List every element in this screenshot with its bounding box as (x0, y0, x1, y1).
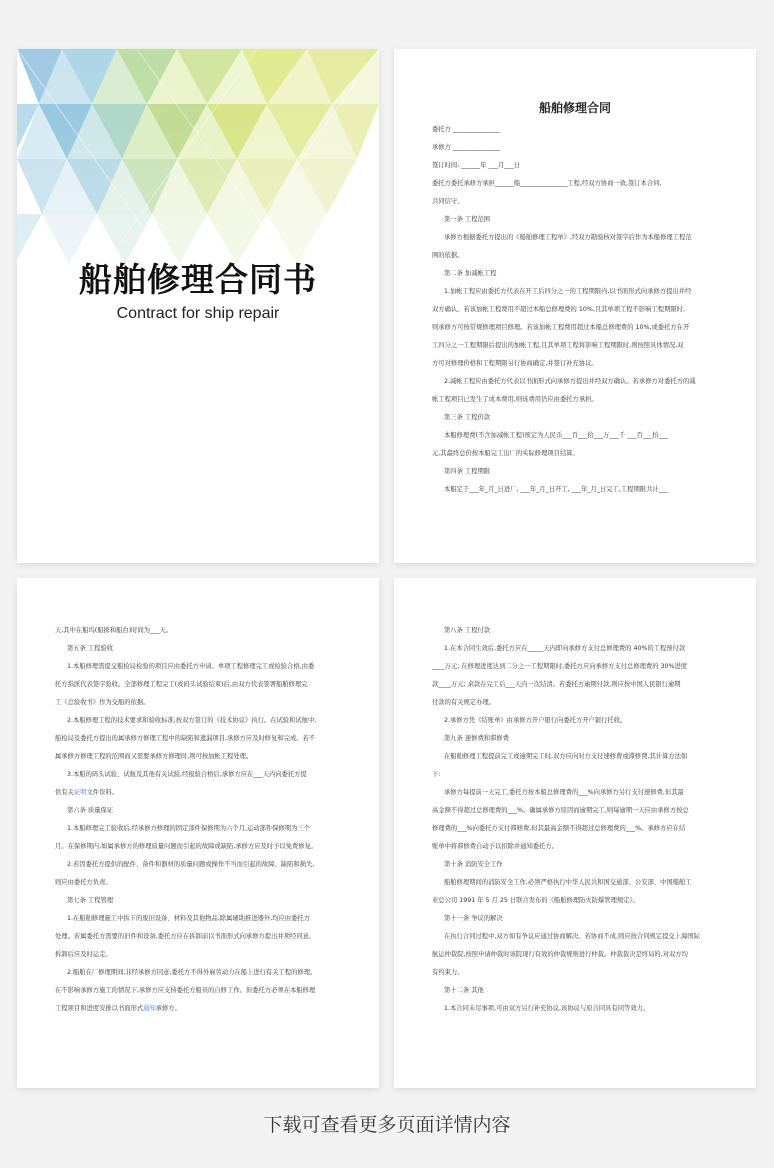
text-line: 有约束力。 (432, 969, 464, 976)
text-segment: 天,其中在船坞(船排和船台)时间为___天。 (55, 627, 173, 634)
text-line: 付款的有关规定办理。 (432, 699, 495, 706)
text-line: 承修方每提前一天完工,委托方按本船总修理费的___%向承修方另行支付速修费,但其最 (444, 789, 684, 796)
text-line: 元,其最终总价按本船完工出厂的实际修理项目结算。 (432, 450, 579, 457)
text-line: 高金额不得超过总修理费的___%。确属承修方原因而逾期完工,则每逾期一天应由承修方按总 (432, 807, 689, 814)
text-line: 在执行合同过程中,双方如有争议应通过协商解决。若协商不成,则应按合同规定提交上海国际 (444, 933, 700, 940)
text-segment: 第六条 质量保证 (67, 807, 114, 814)
text-line: 第一条 工程范围 (444, 216, 491, 223)
text-line (55, 820, 343, 838)
text-line: 委托方委托承修方承担______船_______________工程,经双方协商一致,签订本合同, (432, 180, 662, 187)
highlighted-link-text: 通知 (143, 1005, 156, 1012)
cover-subtitle: Contract for ship repair (116, 305, 280, 322)
text-segment: 则应由委托方负责。 (55, 879, 112, 886)
text-line: 承修方 _______________ (432, 144, 501, 151)
text-segment: 供有关 (55, 789, 74, 796)
text-line: 帐工程项目已发生了成本费用,则该费用仍应由委托方承担。 (432, 396, 598, 403)
text-line (55, 802, 343, 820)
text-line (55, 658, 343, 676)
text-line (55, 856, 343, 874)
text-segment: 属承修方修理工程的范围而又需要承修方修理时,则可按加帐工程处理。 (55, 753, 253, 760)
text-line: 双方确认。若该加帐工程费用不超过本船总修理费的 10%,且其单项工程不影响工程期限时, (432, 306, 685, 313)
text-segment: 3.本船的码头试验、试航及其他有关试验,经报验合格后,承修方应在___天内向委托方提 (67, 771, 307, 778)
text-line (55, 676, 343, 694)
text-line (55, 964, 343, 982)
text-line: 本船修理费(不含加减帐工程)预定为人民币___百___拾___万___千 ___百___拾___ (444, 432, 669, 439)
text-line: 2.承修方凭《结账单》由承修方开户银行向委托方开户银行托收。 (444, 717, 627, 724)
text-segment: 第五条 工程验收 (67, 645, 114, 652)
text-segment: 1.本船修理完工验收后,经承修方修理的固定部件保修期为六个月,运动部件保修期为三个 (67, 825, 310, 832)
text-line: 本船定于___年_月_日进厂, ___年_月_日开工, ___年_月_日完工,工程期限共计___ (444, 486, 669, 493)
text-line: 账单中将滞修费自动予以扣除并通知委托方。 (432, 843, 558, 850)
text-segment: 工程项目和进度安排以书面形式 (55, 1005, 144, 1012)
text-line: 航运仲裁院,按照申请仲裁时该院现行有效的仲裁规则进行仲裁。仲裁裁决是终局的,对双方均 (432, 951, 688, 958)
text-line: 第十条 消防安全工作 (444, 861, 503, 868)
text-line: ____万元; 在修理进度达到二分之一工程期限时,委托方应向承修方支付总修理费的 30%进度 (432, 663, 688, 670)
text-line (55, 748, 343, 766)
text-line: 第十一条 争议的解决 (444, 915, 503, 922)
text-line (55, 784, 343, 802)
text-line (55, 982, 343, 1000)
text-line: 第二条 加减帐工程 (444, 270, 497, 277)
text-line: 则承修方可按常规修理项目修理。若该加帐工程费用超过本船总修理费的 10%,或委托方在开 (432, 324, 690, 331)
more-pages-hint: 下载可查看更多页面详情内容 (263, 1114, 511, 1136)
contract-page-3 (394, 578, 756, 1088)
text-segment: 拆卸后应及时运走。 (55, 951, 112, 958)
text-line: 承修方根据委托方提出的《船舶修理工程单》,经双方勘验核对签字后作为本船修理工程范 (444, 234, 692, 241)
text-segment: 2.本船修理工程的技术要求和验收标准,按双方签订的《技术协议》执行。在试验和试航中, (67, 717, 317, 724)
text-line: 签订时间: ______年 ___月___日 (432, 162, 520, 169)
text-line: 第八条 工程付款 (444, 627, 491, 634)
contract-page-1 (394, 49, 756, 563)
text-line (55, 640, 343, 658)
text-line (55, 946, 343, 964)
text-line: 业总公司 1991 年 5 月 25 日联合发布的《船舶修理防火防爆管理规定》。 (432, 897, 639, 904)
text-line: 1.本合同未尽事项,可由双方另行补充协议,该协议与原合同具有同等效力。 (444, 1005, 650, 1012)
text-segment: 承修方。 (155, 1005, 181, 1012)
text-line (55, 910, 343, 928)
text-line: 1.在本合同生效后,委托方应在_____天内即向承修方支付总修理费的 40%的工程预付款 (444, 645, 686, 652)
text-line: 2.减帐工程应由委托方代表以书面形式向承修方提出并经双方确认。若承修方对委托方的减 (444, 378, 696, 385)
text-line: 款____万元; 余款在完工后___天内一次结清。若委托方逾期付款,则应按中国人民银行逾期 (432, 681, 681, 688)
text-line (55, 730, 343, 748)
text-line (55, 928, 343, 946)
text-line: 围的依据。 (432, 252, 464, 259)
text-line: 第三条 工程价款 (444, 414, 491, 421)
text-segment: 第七条 工程管理 (67, 897, 114, 904)
text-segment: 月。在保修期内,如属承修方的修理质量问题而引起的故障或缺陷,承修方应及时予以免费修复。 (55, 843, 318, 850)
cover-title: 船舶修理合同书 (79, 260, 317, 299)
text-line: 第四条 工程期限 (444, 468, 491, 475)
text-line (55, 694, 343, 712)
text-line: 工四分之一工程期限后提出的加帐工程,且其单项工程将影响工程期限时,则按照具体情况,双 (432, 342, 684, 349)
text-line (55, 1000, 343, 1018)
text-line: 在船舶修理工程提前完工或逾期完工时,双方应向对方支付速修费或滞修费,其计算方法如 (444, 753, 688, 760)
text-line: 修理费的___%向委托方支付滞修费,但其最高金额不得超过总修理费的___%。承修方应在结 (432, 825, 686, 832)
contract-title: 船舶修理合同 (538, 101, 611, 115)
text-line: 方可对修理价格和工程期限另行协商确定,并签订补充协议。 (432, 360, 598, 367)
text-line (55, 874, 343, 892)
text-line: 下: (432, 771, 441, 778)
text-line (55, 838, 343, 856)
text-line (55, 622, 343, 640)
contract-page-2 (17, 578, 379, 1088)
text-segment: 处理。若属委托方需要的旧件和设备,委托方应在拆卸前以书面形式向承修方提出并须经同意, (55, 933, 311, 940)
contract-body-1 (432, 121, 720, 499)
text-line: 1.加帐工程应由委托方代表在开工后四分之一的工程期限内,以书面形式向承修方提出并经 (444, 288, 692, 295)
contract-body-3 (432, 622, 720, 1018)
text-segment: 1.在船舶修理施工中拆下的废旧设备、材料及其他物品,除属辅助推进器外,均应由委托方 (67, 915, 310, 922)
text-line: 委托方 _______________ (432, 126, 501, 133)
text-segment: 2.船舶在厂修理期间,非经承修方同意,委托方不得外雇劳动力在船上进行有关工程的修理。 (67, 969, 317, 976)
contract-body-2 (55, 622, 343, 1018)
text-line: 船舶修理期间的消防安全工作,必须严格执行中华人民共和国交通部、公安部、中国船舶工 (444, 879, 692, 886)
cover-page (17, 49, 379, 563)
text-segment: 船检局及委托方提出的属承修方修理工程中的缺陷和遗漏项目,承修方应及时修复和完成。若不 (55, 735, 316, 742)
highlighted-link-text: 证明 (73, 789, 87, 796)
text-line (55, 892, 343, 910)
text-segment: 在不影响承修方施工的情况下,承修方应支持委托方船员的自修工作。但委托方必须在本船修理 (55, 987, 316, 994)
text-line (55, 712, 343, 730)
text-segment: 文件资料。 (86, 789, 118, 796)
text-line: 第十二条 其他 (444, 987, 484, 994)
text-line: 共同信守。 (432, 198, 464, 205)
text-segment: 工《总验收书》作为交船的依据。 (55, 699, 150, 706)
text-line: 第九条 速修费和滞修费 (444, 735, 509, 742)
text-segment: 1.本船修理需提交船检局检验的项目应由委托方申请。单项工程修理完工或检验合格,由委 (67, 663, 315, 670)
text-line (55, 766, 343, 784)
text-segment: 托方指派代表签字验收。全部修理工程完工(或码头试验结束)后,由双方代表签署船舶修理完 (55, 681, 308, 688)
text-segment: 2.若因委托方提供的配件、备件和器材的质量问题或操作不当而引起的故障、缺陷和损失, (67, 861, 315, 868)
